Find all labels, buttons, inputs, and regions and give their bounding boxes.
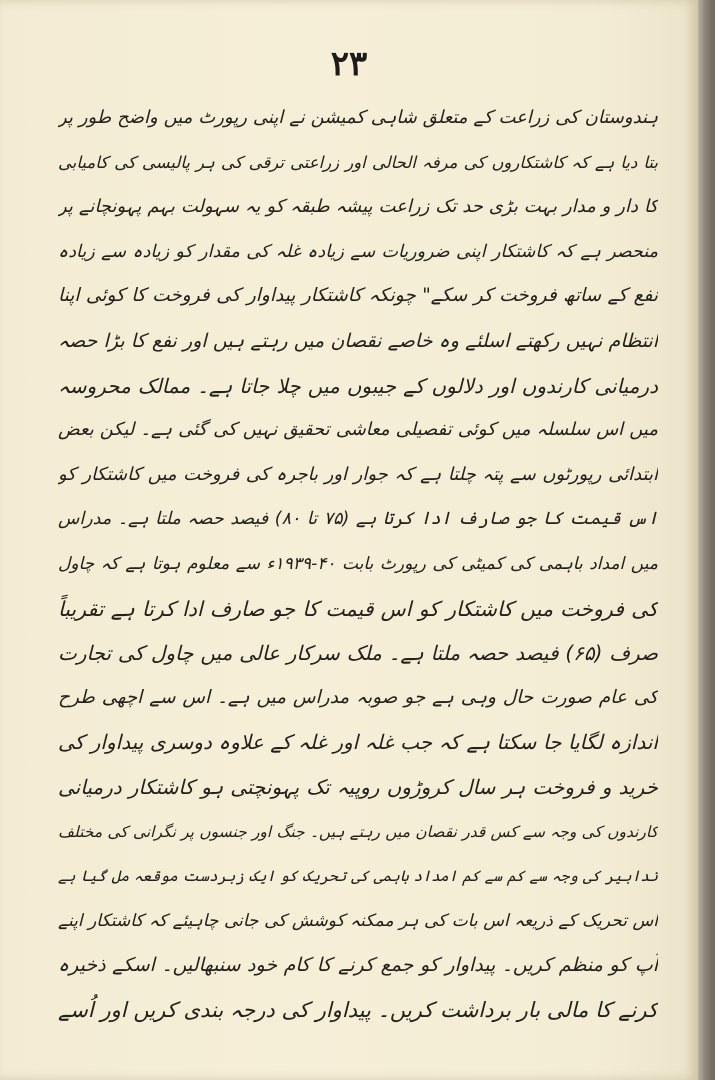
text-line: تدابیر کی وجہ سے کم سے کم امداد باہمی کی تحریک کو ایک زبردست موقعہ مل گیا ہے — [58, 867, 658, 886]
text-line: نفع کے ساتھ فروخت کر سکے" چونکہ کاشتکار پیداوار کی فروخت کا کوئی اپنا — [58, 285, 658, 307]
text-line: ابتدائی رپورٹوں سے پتہ چلتا ہے کہ جوار اور باجرہ کی فروخت میں کاشتکار کو — [58, 463, 658, 485]
text-line: انتظام نہیں رکھتے اسلئے وہ خاصے نقصان میں رہتے ہیں اور نفع کا بڑا حصہ — [58, 329, 658, 352]
text-line: اندازہ لگایا جا سکتا ہے کہ جب غلہ اور غلہ کے علاوہ دوسری پیداوار کی — [58, 730, 658, 755]
page-number: ۲۳ — [330, 44, 368, 84]
text-line: منحصر ہے کہ کاشتکار اپنی ضروریات سے زیادہ غلہ کی مقدار کو زیادہ سے زیادہ — [58, 241, 658, 262]
text-line: کی فروخت میں کاشتکار کو اس قیمت کا جو صارف ادا کرتا ہے تقریباً — [58, 596, 658, 621]
text-line: ہندوستان کی زراعت کے متعلق شاہی کمیشن نے اپنی رپورٹ میں واضح طور پر — [58, 107, 658, 128]
text-line: خرید و فروخت ہر سال کروڑوں روپیہ تک پہونچتی ہو کاشتکار درمیانی — [58, 774, 658, 799]
text-line: کی عام صورت حال وہی ہے جو صوبہ مدراس میں ہے۔ اس سے اچھی طرح — [58, 686, 658, 708]
text-line: اس تحریک کے ذریعہ اس بات کی ہر ممکنہ کوشش کی جانی چاہیئے کہ کاشتکار اپنے — [58, 910, 658, 931]
text-line: کرنے کا مالی بار برداشت کریں۔ پیداوار کی درجہ بندی کریں اور اُسے — [58, 997, 658, 1022]
text-line: میں اس سلسلہ میں کوئی تفصیلی معاشی تحقیق نہیں کی گئی ہے۔ لیکن بعض — [58, 419, 658, 441]
text-line: اس قیمت کا جو صارف ادا کرتا ہے (۷۵ تا ۸۰) فیصد حصہ ملتا ہے۔ مدراس — [58, 509, 658, 530]
text-line: درمیانی کارندوں اور دلالوں کے جیبوں میں چلا جاتا ہے۔ ممالک محروسہ — [58, 373, 658, 398]
text-line: کارندوں کی وجہ سے کس قدر نقصان میں رہتے ہیں۔ جنگ اور جنسوں پر نگرانی کی مختلف — [58, 822, 658, 841]
page-edge — [698, 0, 715, 1080]
text-line: کا دار و مدار بہت بڑی حد تک زراعت پیشہ طبقہ کو یہ سہولت بہم پہونچانے پر — [58, 196, 658, 218]
text-line: میں امداد باہمی کی کمیٹی کی رپورٹ بابت ۴۰-۱۹۳۹ء سے معلوم ہوتا ہے کہ چاول — [58, 553, 658, 574]
body-text — [58, 96, 658, 1032]
text-line: صرف (۶۵) فیصد حصہ ملتا ہے۔ ملک سرکار عالی میں چاول کی تجارت — [58, 641, 658, 666]
text-line: آپ کو منظم کریں۔ پیداوار کو جمع کرنے کا کام خود سنبھالیں۔ اسکے ذخیرہ — [58, 954, 658, 977]
text-line: بتا دیا ہے کہ کاشتکاروں کی مرفہ الحالی اور زراعتی ترقی کی ہر پالیسی کی کامیابی — [58, 152, 658, 172]
